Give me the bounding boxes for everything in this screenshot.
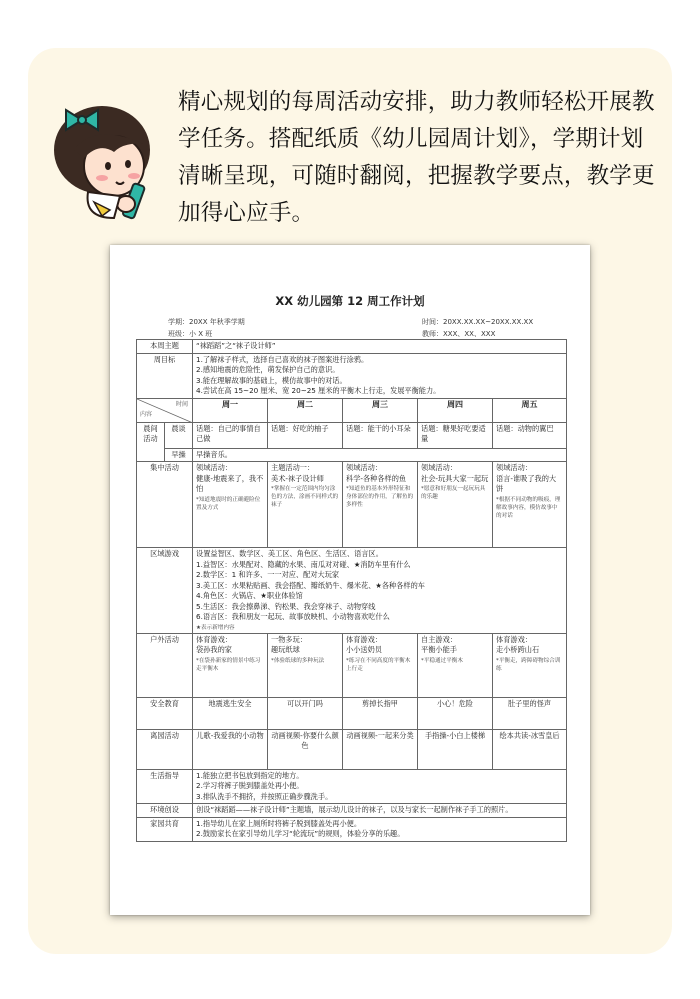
outdoor-cell (268, 633, 343, 697)
life-item: 2.学习将裤子脱到膝盖处再小便。 (196, 781, 304, 790)
safety-cell: 小心！危险 (418, 697, 493, 729)
table-row (137, 804, 567, 818)
area-item: 1.益智区：水果配对、隐藏的水果、南瓜对对碰、★消防车里有什么 (196, 559, 411, 569)
outdoor-note: *平稳通过平衡木 (421, 657, 463, 664)
header-content: 内容 (140, 411, 153, 418)
goal-item: 2.感知地震的危险性，萌发保护自己的意识。 (196, 365, 340, 374)
goal-list (193, 353, 567, 398)
focus-note: *知道鱼的基本外形特征和身体部位的作用，了解鱼的多样性 (346, 486, 414, 508)
outdoor-type: 自主游戏： (421, 634, 457, 644)
girl-mascot-illustration (44, 92, 164, 222)
goal-item: 3.能在理解故事的基础上，模仿故事中的对话。 (196, 375, 347, 385)
talk-cell: 话题：自己的事情自己做 (193, 422, 268, 448)
outdoor-cell (418, 633, 493, 697)
leaving-cell: 动画视频-一起来分类 (343, 729, 418, 769)
outdoor-type: 体育游戏： (346, 634, 382, 644)
outdoor-title: 平衡小能手 (421, 645, 457, 654)
row-label: 集中活动 (137, 462, 193, 548)
header-time: 时间 (176, 400, 189, 408)
safety-cell: 剪掉长指甲 (343, 697, 418, 729)
intro-line: 精心规划的每周活动安排，助力教师轻松开展教 (178, 89, 655, 115)
talk-cell: 话题：动物的翼巴 (493, 422, 567, 448)
focus-cell (418, 462, 493, 548)
talk-cell: 话题：能干的小耳朵 (343, 422, 418, 448)
row-label: 早操 (165, 448, 193, 462)
focus-type: 主题活动一： (271, 463, 315, 472)
row-label: 区域游戏 (137, 548, 193, 634)
theme-value: “袜蹈蹈”之“袜子设计师” (193, 340, 567, 354)
focus-title: 健康-地震来了，我不怕 (196, 473, 264, 493)
outdoor-note: *在袋孙新家的情景中练习走平衡木 (196, 657, 261, 672)
home-item: 2.鼓励家长在家引导幼儿学习“轮流玩”的规则，体验分享的乐趣。 (196, 829, 405, 838)
outdoor-title: 袋孙我的家 (196, 645, 232, 654)
table-row (137, 817, 567, 841)
focus-cell (343, 462, 418, 548)
day-header: 周三 (343, 398, 418, 422)
life-list (193, 769, 567, 804)
focus-title: 美术-袜子设计师 (271, 473, 324, 483)
goal-item: 4.尝试在高 15~20 厘米、宽 20~25 厘米的平衡木上行走，发展平衡能力。 (196, 386, 441, 395)
area-item: 5.生活区：我会擦鼻涕、钓松果、我会穿袜子、动物穿线 (196, 601, 376, 611)
day-header: 周二 (268, 398, 343, 422)
talk-cell: 话题：糖果好吃要适量 (418, 422, 493, 448)
row-label: 环境创设 (137, 804, 193, 818)
focus-cell (493, 462, 567, 548)
life-item: 1.能独立把书包放到指定的地方。 (196, 770, 304, 780)
outdoor-cell (343, 633, 418, 697)
row-label: 本周主题 (137, 340, 193, 354)
intro-line: 学任务。搭配纸质《幼儿园周计划》，学期计划 (178, 126, 644, 152)
leaving-cell: 儿歌-我爱我的小动物 (193, 729, 268, 769)
term-info: 学期：20XX 年秋季学期 (168, 318, 245, 326)
diagonal-header-cell (137, 398, 193, 422)
row-label: 家园共育 (137, 817, 193, 841)
focus-type: 领域活动： (196, 463, 232, 472)
area-item: 4.角色区：火锅店、★职业体验馆 (196, 591, 303, 600)
safety-cell: 肚子里的怪声 (493, 697, 567, 729)
table-row (137, 462, 567, 548)
outdoor-title: 走小桥跨山石 (496, 645, 540, 654)
day-header: 周一 (193, 398, 268, 422)
row-label: 户外活动 (137, 633, 193, 697)
outdoor-type: 体育游戏： (196, 634, 232, 644)
area-item: 3.美工区：水果粘贴画、我会搭配、瓣纸奶牛、爆米花、★各种各样的车 (196, 580, 425, 590)
area-note: ★表示新增内容 (196, 624, 235, 631)
weekly-plan-table (136, 339, 567, 842)
area-item: 6.语言区：我和朋友一起玩、故事放映机、小动物喜欢吃什么 (196, 612, 390, 621)
talk-cell: 话题：好吃的柚子 (268, 422, 343, 448)
focus-cell (193, 462, 268, 548)
focus-type: 领域活动： (496, 463, 532, 472)
row-label: 安全教育 (137, 697, 193, 729)
weekly-plan-sheet (110, 245, 590, 915)
life-item: 3.排队洗手不拥挤，并按照正确步骤洗手。 (196, 791, 333, 801)
outdoor-type: 一物多玩： (271, 634, 307, 644)
day-header: 周五 (493, 398, 567, 422)
outdoor-type: 体育游戏： (496, 634, 532, 644)
safety-cell: 可以开门吗 (268, 697, 343, 729)
table-row (137, 769, 567, 804)
row-label: 晨谈 (165, 422, 193, 448)
focus-cell (268, 462, 343, 548)
table-row (137, 340, 567, 354)
table-row (137, 422, 567, 448)
row-label: 周目标 (137, 353, 193, 398)
goal-item: 1.了解袜子样式，选择自己喜欢的袜子图案进行涂鸦。 (196, 354, 369, 364)
table-row (137, 729, 567, 769)
document-title: XX 幼儿园第 12 周工作计划 (275, 294, 425, 308)
focus-type: 领域活动： (421, 463, 457, 472)
leaving-cell: 动画视频-你要什么颜色 (268, 729, 343, 769)
area-list (193, 548, 567, 634)
table-row (137, 448, 567, 462)
focus-note: *掌握在一定范围内均匀涂色的方法，涂画不同样式的袜子 (271, 486, 339, 508)
day-header: 周四 (418, 398, 493, 422)
row-label: 晨间活动 (137, 422, 165, 462)
focus-note: *知道地震时的正确避险位置及方式 (196, 496, 261, 511)
leaving-cell: 绘本共读-冰雪皇后 (493, 729, 567, 769)
teacher-info: 教师：XXX、XX、XXX (422, 330, 496, 338)
focus-title: 科学-各种各样的鱼 (346, 473, 407, 483)
focus-note: *愿意和好朋友一起玩玩具的乐趣 (421, 486, 486, 500)
table-row (137, 353, 567, 398)
row-label: 生活指导 (137, 769, 193, 804)
table-row (137, 697, 567, 729)
intro-paragraph (178, 84, 658, 232)
table-row (137, 633, 567, 697)
table-row (137, 398, 567, 422)
outdoor-title: 趣玩纸球 (271, 645, 300, 654)
time-info: 时间：20XX.XX.XX~20XX.XX.XX (422, 318, 534, 326)
area-item: 2.数学区：1 和许多、一一对应、配对大玩家 (196, 570, 340, 579)
focus-title: 社会-玩具大家一起玩 (421, 473, 489, 483)
safety-cell: 地震逃生安全 (193, 697, 268, 729)
row-label: 离园活动 (137, 729, 193, 769)
outdoor-cell (493, 633, 567, 697)
intro-line: 加得心应手。 (178, 200, 315, 226)
exercise-value: 早操音乐。 (193, 448, 567, 462)
focus-note: *根据不同动物的吸痕，理解故事内容，模仿故事中的对话 (496, 496, 561, 519)
home-list (193, 817, 567, 841)
outdoor-cell (193, 633, 268, 697)
outdoor-note: *练习在不同高度的平衡木上行走 (346, 657, 411, 672)
class-info: 班级：小 X 班 (168, 330, 213, 338)
area-item: 设置益智区、数学区、美工区、角色区、生活区、语言区。 (196, 549, 383, 558)
outdoor-note: *体验纸球的多种玩法 (271, 657, 325, 664)
outdoor-note: *平衡走，跨障碍物综合训练 (496, 657, 561, 672)
outdoor-title: 小小送奶员 (346, 645, 382, 654)
home-item: 1.指导幼儿在家上厕所时将裤子脱到膝盖处再小便。 (196, 818, 362, 828)
focus-type: 领域活动： (346, 463, 382, 472)
table-row (137, 548, 567, 634)
focus-title: 语言-谁吸了我的大饼 (496, 473, 557, 493)
env-value: 创设“袜蹈蹈——袜子设计师”主题墙，展示幼儿设计的袜子，以及与家长一起制作袜子手工的照片。 (193, 804, 567, 818)
intro-line: 清晰呈现，可随时翻阅，把握教学要点，教学更 (178, 163, 655, 189)
leaving-cell: 手指操-小白上楼梯 (418, 729, 493, 769)
